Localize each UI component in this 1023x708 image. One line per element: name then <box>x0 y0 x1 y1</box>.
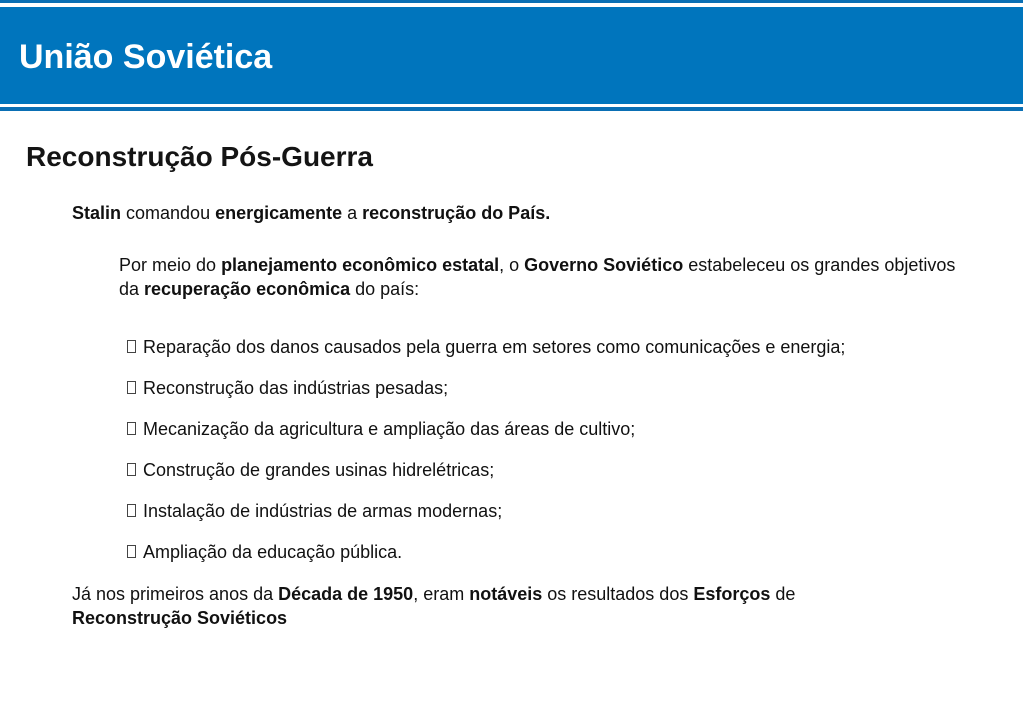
text-plain: a <box>342 203 363 223</box>
header-bar <box>0 7 1023 104</box>
list-item <box>127 531 845 572</box>
text-plain: os resultados dos <box>542 584 694 604</box>
text-planejamento: planejamento econômico estatal <box>221 255 500 275</box>
text-plain: comandou <box>121 203 216 223</box>
text-energicamente: energicamente <box>215 203 343 223</box>
list-item-text: Reconstrução das indústrias pesadas; <box>143 377 449 398</box>
text-plain: , o <box>499 255 525 275</box>
text-reconstrucao-sovieticos: Reconstrução Soviéticos <box>72 608 288 628</box>
text-plain: estabeleceu os grandes objetivos da <box>119 255 956 299</box>
list-item-text: Ampliação da educação pública. <box>143 541 403 562</box>
text-plain: Já nos primeiros anos da <box>72 584 279 604</box>
list-item-text: Instalação de indústrias de armas modernas; <box>143 500 503 521</box>
bullet-box-icon <box>127 545 136 558</box>
text-stalin: Stalin <box>72 203 122 223</box>
bullet-box-icon <box>127 381 136 394</box>
text-governo: Governo Soviético <box>524 255 684 275</box>
bullet-box-icon <box>127 504 136 517</box>
bullet-box-icon <box>127 340 136 353</box>
text-decada: Década de 1950 <box>278 584 414 604</box>
bullet-box-icon <box>127 463 136 476</box>
text-plain: do país: <box>350 279 420 299</box>
text-plain: de <box>770 584 796 604</box>
paragraph-stalin <box>72 201 550 225</box>
list-item-text: Mecanização da agricultura e ampliação das áreas de cultivo; <box>143 418 636 439</box>
slide-title: União Soviética <box>19 38 273 76</box>
text-recuperacao: recuperação econômica <box>144 279 351 299</box>
list-item <box>127 326 845 367</box>
header-underline <box>0 107 1023 111</box>
top-stripe <box>0 0 1023 3</box>
list-item <box>127 408 845 449</box>
text-notaveis: notáveis <box>469 584 543 604</box>
text-reconstrucao: reconstrução do País. <box>362 203 551 223</box>
text-plain: Por meio do <box>119 255 222 275</box>
text-esforcos: Esforços <box>693 584 771 604</box>
section-heading: Reconstrução Pós-Guerra <box>26 141 373 172</box>
list-item <box>127 367 845 408</box>
bullet-box-icon <box>127 422 136 435</box>
list-item-text: Reparação dos danos causados pela guerra em setores como comunicações e energia; <box>143 336 846 357</box>
objectives-list <box>127 326 845 572</box>
paragraph-planejamento <box>119 253 979 301</box>
list-item <box>127 490 845 531</box>
list-item <box>127 449 845 490</box>
paragraph-decada-1950 <box>72 582 972 630</box>
text-plain: , eram <box>413 584 470 604</box>
list-item-text: Construção de grandes usinas hidrelétricas; <box>143 459 495 480</box>
